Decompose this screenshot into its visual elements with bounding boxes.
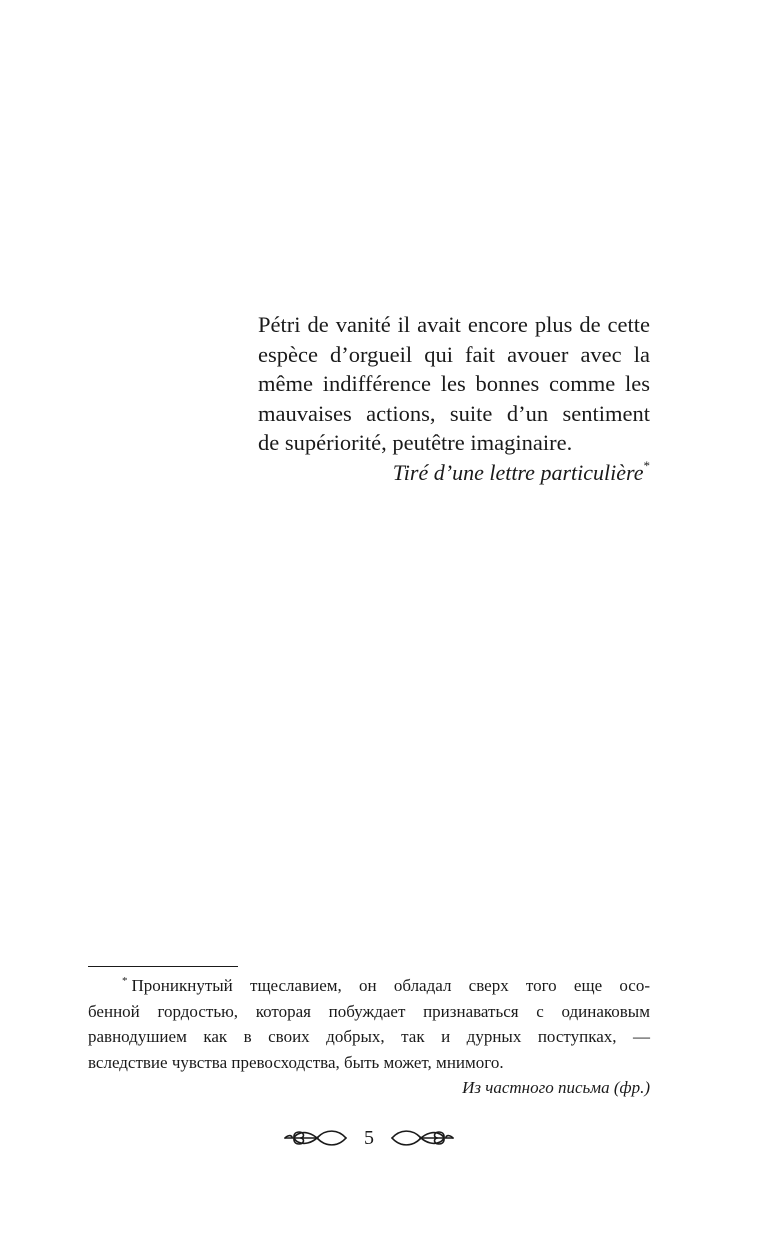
footnote-reference-mark: *: [643, 457, 650, 473]
epigraph-line: espèce d’orgueil qui fait avouer avec la: [258, 341, 650, 367]
footnote-line: [88, 973, 650, 999]
footnote-line-text: Проникнутый тщеславием, он обладал сверх того еще осо-: [131, 976, 650, 995]
epigraph-line: mauvaises actions, suite d’un sentiment: [258, 400, 650, 426]
footnote-mark: *: [122, 975, 128, 987]
page-folio: [280, 1122, 458, 1154]
epigraph-line: même indifférence les bonnes comme les: [258, 371, 650, 396]
epigraph-source-text: Tiré d’une lettre particulière: [392, 459, 644, 485]
footnote: [88, 973, 650, 1101]
footnote-separator-rule: [88, 966, 238, 967]
footnote-line: вследствие чувства превосходства, быть может, мнимого.: [88, 1052, 504, 1072]
footnote-line: бенной гордостью, которая побуждает признаваться с одинаковым: [88, 1001, 650, 1021]
page-number: 5: [364, 1127, 374, 1149]
epigraph-line: Pétri de vanité il avait encore plus de cette: [258, 312, 650, 337]
epigraph-source: [258, 458, 650, 488]
epigraph: [258, 310, 650, 487]
epigraph-line: de supériorité, peutêtre imaginaire.: [258, 430, 573, 455]
footnote-source: Из частного письма (фр.): [462, 1078, 650, 1097]
flourish-ornament-icon: [390, 1125, 456, 1151]
footnote-line: равнодушием как в своих добрых, так и дурных поступках, —: [88, 1027, 650, 1046]
